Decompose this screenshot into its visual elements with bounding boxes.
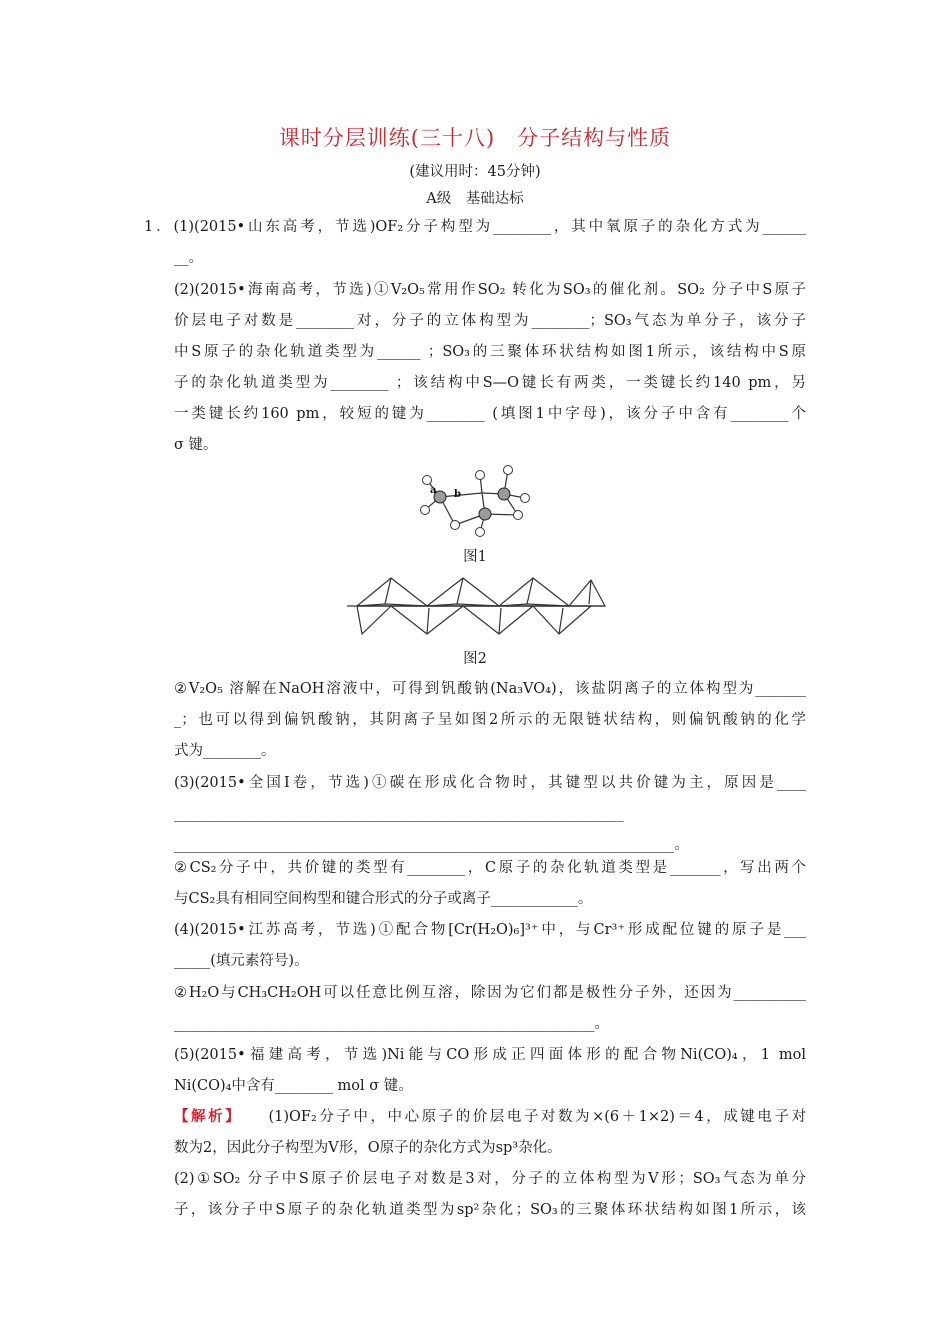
question-line: __。 xyxy=(174,250,203,266)
analysis-line xyxy=(174,1107,806,1127)
answer-blank-line: __________________________________________________________。 xyxy=(174,1016,609,1032)
analysis-line: 数为2，因此分子构型为V形，O原子的杂化方式为sp³杂化。 xyxy=(174,1140,562,1156)
question-line: 价层电子对数是________对，分子的立体构型为________；SO₃气态为单分子，该分子 xyxy=(174,313,806,329)
question-line: 子的杂化轨道类型为________ ；该结构中S—O键长有两类，一类键长约140 pm，另 xyxy=(174,375,806,391)
question-line: _；也可以得到偏钒酸钠，其阴离子呈如图2所示的无限链状结构，则偏钒酸钠的化学 xyxy=(174,712,806,728)
question-line: 式为________。 xyxy=(174,743,276,759)
question-line: (3)(2015•全国Ⅰ卷，节选)①碳在形成化合物时，其键型以共价键为主，原因是____ xyxy=(174,775,806,791)
figure-2-caption: 图2 xyxy=(463,651,487,667)
question-line: 1．(1)(2015•山东高考，节选)OF₂分子构型为________，其中氧原子的杂化方式为______ xyxy=(144,219,806,235)
question-line: ②CS₂分子中，共价键的类型有________，C原子的杂化轨道类型是_______，写出两个 xyxy=(174,860,806,876)
page-title: 课时分层训练(三十八) 分子结构与性质 xyxy=(278,126,672,150)
figure-1-so3-trimer xyxy=(410,460,540,540)
question-line: (2)(2015•海南高考，节选)①V₂O₅常用作SO₂ 转化为SO₃的催化剂。SO₂ 分子中S原子 xyxy=(174,282,806,298)
answer-blank-line: ______________________________________________________________ xyxy=(174,806,624,822)
fig1-label-b: b xyxy=(454,489,461,500)
question-line: 一类键长约160 pm，较短的键为________ (填图1中字母)，该分子中含有________个 xyxy=(174,406,806,422)
analysis-line: 子，该分子中S原子的杂化轨道类型为sp²杂化；SO₃的三聚体环状结构如图1所示，该 xyxy=(174,1202,806,1218)
figure-1-caption: 图1 xyxy=(463,549,487,565)
question-line: (4)(2015•江苏高考，节选)①配合物[Cr(H₂O)₆]³⁺中，与Cr³⁺形成配位键的原子是___ xyxy=(174,922,806,938)
question-line: σ 键。 xyxy=(174,437,218,453)
question-line: (5)(2015•福建高考，节选)Ni能与CO形成正四面体形的配合物Ni(CO)₄，1 mol xyxy=(174,1047,806,1063)
question-line: ②V₂O₅ 溶解在NaOH溶液中，可得到钒酸钠(Na₃VO₄)，该盐阴离子的立体构型为_______ xyxy=(174,681,806,697)
level-heading: A级 基础达标 xyxy=(426,191,524,207)
question-line: 中S原子的杂化轨道类型为______ ；SO₃的三聚体环状结构如图1所示，该结构中S原 xyxy=(174,344,806,360)
figure-2-tetrahedral-chain xyxy=(345,574,607,638)
answer-blank-line: _____________________________________________________________________。 xyxy=(174,837,689,853)
analysis-tag: 【解析】 xyxy=(174,1108,243,1125)
analysis-line: (2)①SO₂ 分子中S原子价层电子对数是3对，分子的立体构型为V形；SO₃气态为单分 xyxy=(174,1171,806,1187)
question-line: _____(填元素符号)。 xyxy=(174,953,309,969)
question-line: ②H₂O与CH₃CH₂OH可以任意比例互溶，除因为它们都是极性分子外，还因为__________ xyxy=(174,985,806,1001)
time-hint: (建议用时：45分钟) xyxy=(409,164,541,180)
question-line: Ni(CO)₄中含有________ mol σ 键。 xyxy=(174,1078,413,1094)
question-line: 与CS₂具有相同空间构型和键合形式的分子或离子____________。 xyxy=(174,891,593,907)
analysis-text: (1)OF₂分子中，中心原子的价层电子对数为×(6＋1×2)＝4，成键电子对 xyxy=(268,1109,807,1125)
fig1-label-a: a xyxy=(430,485,437,496)
